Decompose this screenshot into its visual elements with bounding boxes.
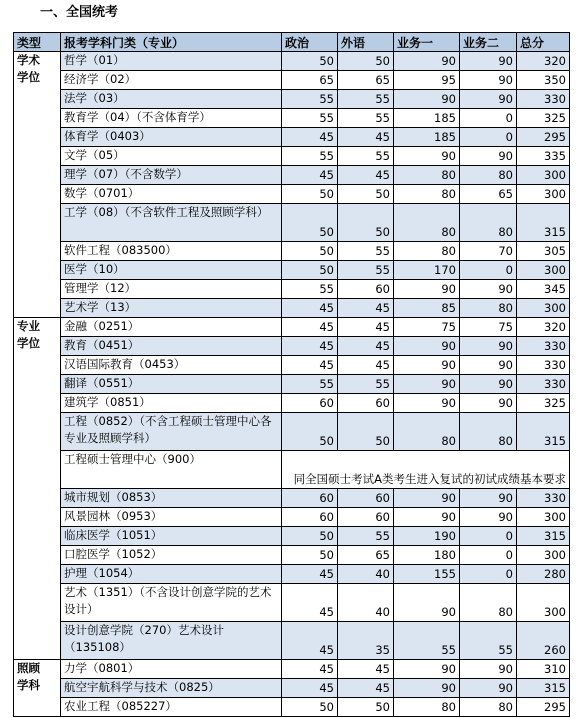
foreign-language-score-cell: 45 — [338, 337, 394, 356]
foreign-language-score-cell: 50 — [338, 413, 394, 451]
total-score-cell: 300 — [517, 546, 570, 565]
table-row — [14, 90, 570, 109]
total-score-cell: 325 — [517, 394, 570, 413]
subject-cell: 汉语国际教育（0453） — [61, 356, 282, 375]
total-score-cell: 300 — [517, 261, 570, 280]
table-body — [14, 52, 570, 717]
foreign-language-score-cell: 40 — [338, 565, 394, 584]
degree-type-cell: 照顾 学科 — [14, 660, 61, 717]
total-score-cell: 260 — [517, 622, 570, 660]
subject-cell: 设计创意学院（270）艺术设计（135108） — [61, 622, 282, 660]
politics-score-cell: 55 — [282, 375, 338, 394]
politics-score-cell: 55 — [282, 280, 338, 299]
politics-score-cell: 50 — [282, 185, 338, 204]
business-two-score-cell: 80 — [460, 698, 517, 717]
subject-cell: 管理学（12） — [61, 280, 282, 299]
business-one-score-cell: 185 — [394, 109, 460, 128]
table-row — [14, 166, 570, 185]
foreign-language-score-cell: 60 — [338, 280, 394, 299]
subject-cell: 护理（1054） — [61, 565, 282, 584]
business-one-score-cell: 75 — [394, 318, 460, 337]
politics-score-cell: 45 — [282, 565, 338, 584]
section-title: 一、全国统考 — [40, 5, 119, 20]
business-two-score-cell: 90 — [460, 71, 517, 90]
business-two-score-cell: 70 — [460, 242, 517, 261]
table-row — [14, 147, 570, 166]
business-two-score-cell: 90 — [460, 90, 517, 109]
table-row — [14, 660, 570, 679]
business-one-score-cell: 80 — [394, 698, 460, 717]
subject-cell: 软件工程（083500） — [61, 242, 282, 261]
business-two-score-cell: 80 — [460, 204, 517, 242]
total-score-cell: 315 — [517, 527, 570, 546]
foreign-language-score-cell: 45 — [338, 356, 394, 375]
business-two-score-cell: 80 — [460, 413, 517, 451]
degree-type-cell: 学术 学位 — [14, 52, 61, 318]
business-two-score-cell: 90 — [460, 394, 517, 413]
foreign-language-score-cell: 55 — [338, 109, 394, 128]
header-total: 总分 — [517, 33, 570, 52]
subject-cell: 口腔医学（1052） — [61, 546, 282, 565]
subject-cell: 工程（0852）（不含工程硕士管理中心各专业及照顾学科） — [61, 413, 282, 451]
total-score-cell: 300 — [517, 299, 570, 318]
business-two-score-cell: 0 — [460, 565, 517, 584]
business-one-score-cell: 90 — [394, 584, 460, 622]
total-score-cell: 330 — [517, 356, 570, 375]
table-row — [14, 128, 570, 147]
subject-cell: 法学（03） — [61, 90, 282, 109]
business-one-score-cell: 90 — [394, 679, 460, 698]
foreign-language-score-cell: 40 — [338, 584, 394, 622]
subject-cell: 医学（10） — [61, 261, 282, 280]
subject-cell: 工学（08）（不含软件工程及照顾学科） — [61, 204, 282, 242]
total-score-cell: 295 — [517, 128, 570, 147]
politics-score-cell: 45 — [282, 660, 338, 679]
foreign-language-score-cell: 65 — [338, 546, 394, 565]
business-one-score-cell: 170 — [394, 261, 460, 280]
business-one-score-cell: 80 — [394, 413, 460, 451]
politics-score-cell: 50 — [282, 546, 338, 565]
subject-cell: 教育（0451） — [61, 337, 282, 356]
subject-cell: 城市规划（0853） — [61, 489, 282, 508]
header-subject: 报考学科门类（专业） — [61, 33, 282, 52]
subject-cell: 艺术学（13） — [61, 299, 282, 318]
foreign-language-score-cell: 55 — [338, 242, 394, 261]
foreign-language-score-cell: 35 — [338, 622, 394, 660]
table-row — [14, 698, 570, 717]
total-score-cell: 320 — [517, 52, 570, 71]
business-two-score-cell: 90 — [460, 508, 517, 527]
total-score-cell: 345 — [517, 280, 570, 299]
subject-cell: 临床医学（1051） — [61, 527, 282, 546]
score-table — [13, 32, 570, 717]
business-one-score-cell: 90 — [394, 280, 460, 299]
foreign-language-score-cell: 60 — [338, 508, 394, 527]
table-row — [14, 679, 570, 698]
table-row — [14, 584, 570, 622]
business-two-score-cell: 65 — [460, 185, 517, 204]
business-two-score-cell: 80 — [460, 299, 517, 318]
header-type: 类型 — [14, 33, 61, 52]
subject-cell: 翻译（0551） — [61, 375, 282, 394]
subject-cell: 航空宇航科学与技术（0825） — [61, 679, 282, 698]
total-score-cell: 305 — [517, 242, 570, 261]
subject-cell: 农业工程（085227） — [61, 698, 282, 717]
business-one-score-cell: 90 — [394, 394, 460, 413]
foreign-language-score-cell: 55 — [338, 375, 394, 394]
header-business-one: 业务一 — [394, 33, 460, 52]
politics-score-cell: 45 — [282, 128, 338, 147]
foreign-language-score-cell: 55 — [338, 90, 394, 109]
politics-score-cell: 55 — [282, 109, 338, 128]
foreign-language-score-cell: 45 — [338, 318, 394, 337]
business-one-score-cell: 80 — [394, 166, 460, 185]
politics-score-cell: 45 — [282, 337, 338, 356]
business-one-score-cell: 90 — [394, 52, 460, 71]
foreign-language-score-cell: 55 — [338, 261, 394, 280]
politics-score-cell: 50 — [282, 261, 338, 280]
business-one-score-cell: 80 — [394, 204, 460, 242]
table-row — [14, 109, 570, 128]
table-row — [14, 52, 570, 71]
foreign-language-score-cell: 55 — [338, 147, 394, 166]
politics-score-cell: 50 — [282, 52, 338, 71]
subject-cell: 经济学（02） — [61, 71, 282, 90]
foreign-language-score-cell: 45 — [338, 128, 394, 147]
table-row — [14, 527, 570, 546]
total-score-cell: 330 — [517, 90, 570, 109]
subject-cell: 教育学（04）（不含体育学） — [61, 109, 282, 128]
politics-score-cell: 45 — [282, 318, 338, 337]
politics-score-cell: 60 — [282, 508, 338, 527]
politics-score-cell: 45 — [282, 166, 338, 185]
total-score-cell: 280 — [517, 565, 570, 584]
subject-cell: 金融（0251） — [61, 318, 282, 337]
politics-score-cell: 50 — [282, 242, 338, 261]
business-one-score-cell: 90 — [394, 660, 460, 679]
table-row — [14, 565, 570, 584]
subject-cell: 风景园林（0953） — [61, 508, 282, 527]
business-two-score-cell: 90 — [460, 147, 517, 166]
business-one-score-cell: 90 — [394, 508, 460, 527]
business-two-score-cell: 90 — [460, 489, 517, 508]
foreign-language-score-cell: 45 — [338, 679, 394, 698]
foreign-language-score-cell: 60 — [338, 489, 394, 508]
table-row — [14, 261, 570, 280]
politics-score-cell: 55 — [282, 147, 338, 166]
business-two-score-cell: 0 — [460, 128, 517, 147]
business-one-score-cell: 85 — [394, 299, 460, 318]
header-foreign-language: 外语 — [338, 33, 394, 52]
foreign-language-score-cell: 45 — [338, 166, 394, 185]
business-one-score-cell: 55 — [394, 622, 460, 660]
total-score-cell: 300 — [517, 166, 570, 185]
foreign-language-score-cell: 55 — [338, 527, 394, 546]
total-score-cell: 330 — [517, 337, 570, 356]
business-one-score-cell: 190 — [394, 527, 460, 546]
total-score-cell: 330 — [517, 489, 570, 508]
subject-cell: 哲学（01） — [61, 52, 282, 71]
business-one-score-cell: 90 — [394, 337, 460, 356]
business-two-score-cell: 90 — [460, 280, 517, 299]
foreign-language-score-cell: 50 — [338, 698, 394, 717]
subject-cell: 数学（0701） — [61, 185, 282, 204]
business-one-score-cell: 155 — [394, 565, 460, 584]
table-row — [14, 489, 570, 508]
politics-score-cell: 60 — [282, 394, 338, 413]
business-one-score-cell: 180 — [394, 546, 460, 565]
total-score-cell: 300 — [517, 584, 570, 622]
total-score-cell: 325 — [517, 109, 570, 128]
table-row — [14, 508, 570, 527]
politics-score-cell: 50 — [282, 527, 338, 546]
politics-score-cell: 45 — [282, 356, 338, 375]
subject-cell: 文学（05） — [61, 147, 282, 166]
politics-score-cell: 50 — [282, 413, 338, 451]
politics-score-cell: 55 — [282, 90, 338, 109]
table-row — [14, 280, 570, 299]
header-politics: 政治 — [282, 33, 338, 52]
total-score-cell: 310 — [517, 660, 570, 679]
politics-score-cell: 45 — [282, 584, 338, 622]
business-two-score-cell: 0 — [460, 109, 517, 128]
business-two-score-cell: 90 — [460, 679, 517, 698]
business-two-score-cell: 90 — [460, 337, 517, 356]
foreign-language-score-cell: 65 — [338, 71, 394, 90]
foreign-language-score-cell: 50 — [338, 52, 394, 71]
politics-score-cell: 50 — [282, 204, 338, 242]
foreign-language-score-cell: 45 — [338, 660, 394, 679]
table-row — [14, 413, 570, 451]
total-score-cell: 315 — [517, 204, 570, 242]
total-score-cell: 300 — [517, 508, 570, 527]
total-score-cell: 320 — [517, 318, 570, 337]
table-row — [14, 337, 570, 356]
business-one-score-cell: 90 — [394, 375, 460, 394]
business-two-score-cell: 80 — [460, 166, 517, 185]
subject-cell: 体育学（0403） — [61, 128, 282, 147]
subject-cell: 艺术（1351）（不含设计创意学院的艺术设计） — [61, 584, 282, 622]
table-row — [14, 356, 570, 375]
table-row — [14, 71, 570, 90]
business-two-score-cell: 75 — [460, 318, 517, 337]
business-two-score-cell: 90 — [460, 52, 517, 71]
subject-cell: 建筑学（0851） — [61, 394, 282, 413]
politics-score-cell: 45 — [282, 679, 338, 698]
business-two-score-cell: 55 — [460, 622, 517, 660]
total-score-cell: 315 — [517, 413, 570, 451]
business-one-score-cell: 90 — [394, 90, 460, 109]
total-score-cell: 350 — [517, 71, 570, 90]
subject-cell: 力学（0801） — [61, 660, 282, 679]
business-one-score-cell: 90 — [394, 147, 460, 166]
total-score-cell: 300 — [517, 185, 570, 204]
politics-score-cell: 60 — [282, 489, 338, 508]
foreign-language-score-cell: 50 — [338, 204, 394, 242]
foreign-language-score-cell: 45 — [338, 299, 394, 318]
table-row — [14, 375, 570, 394]
table-row — [14, 185, 570, 204]
header-row — [14, 33, 570, 52]
total-score-cell: 335 — [517, 147, 570, 166]
politics-score-cell: 45 — [282, 299, 338, 318]
politics-score-cell: 45 — [282, 622, 338, 660]
total-score-cell: 330 — [517, 375, 570, 394]
foreign-language-score-cell: 50 — [338, 185, 394, 204]
business-two-score-cell: 80 — [460, 584, 517, 622]
business-one-score-cell: 80 — [394, 185, 460, 204]
table-row — [14, 546, 570, 565]
foreign-language-score-cell: 60 — [338, 394, 394, 413]
business-two-score-cell: 0 — [460, 546, 517, 565]
total-score-cell: 295 — [517, 698, 570, 717]
business-one-score-cell: 90 — [394, 356, 460, 375]
business-two-score-cell: 90 — [460, 660, 517, 679]
table-row — [14, 204, 570, 242]
table-row — [14, 318, 570, 337]
table-row — [14, 394, 570, 413]
business-two-score-cell: 90 — [460, 356, 517, 375]
subject-cell: 工程硕士管理中心（900） — [61, 451, 282, 489]
score-note-cell: 同全国硕士考试A类考生进入复试的初试成绩基本要求 — [282, 451, 570, 489]
total-score-cell: 315 — [517, 679, 570, 698]
degree-type-cell: 专业 学位 — [14, 318, 61, 660]
business-two-score-cell: 0 — [460, 527, 517, 546]
header-business-two: 业务二 — [460, 33, 517, 52]
subject-cell: 理学（07）（不含数学） — [61, 166, 282, 185]
table-row — [14, 299, 570, 318]
politics-score-cell: 50 — [282, 698, 338, 717]
business-one-score-cell: 80 — [394, 242, 460, 261]
business-two-score-cell: 0 — [460, 261, 517, 280]
business-one-score-cell: 185 — [394, 128, 460, 147]
table-row — [14, 242, 570, 261]
business-two-score-cell: 90 — [460, 375, 517, 394]
table-row — [14, 622, 570, 660]
table-row — [14, 451, 570, 489]
politics-score-cell: 65 — [282, 71, 338, 90]
business-one-score-cell: 90 — [394, 489, 460, 508]
business-one-score-cell: 95 — [394, 71, 460, 90]
